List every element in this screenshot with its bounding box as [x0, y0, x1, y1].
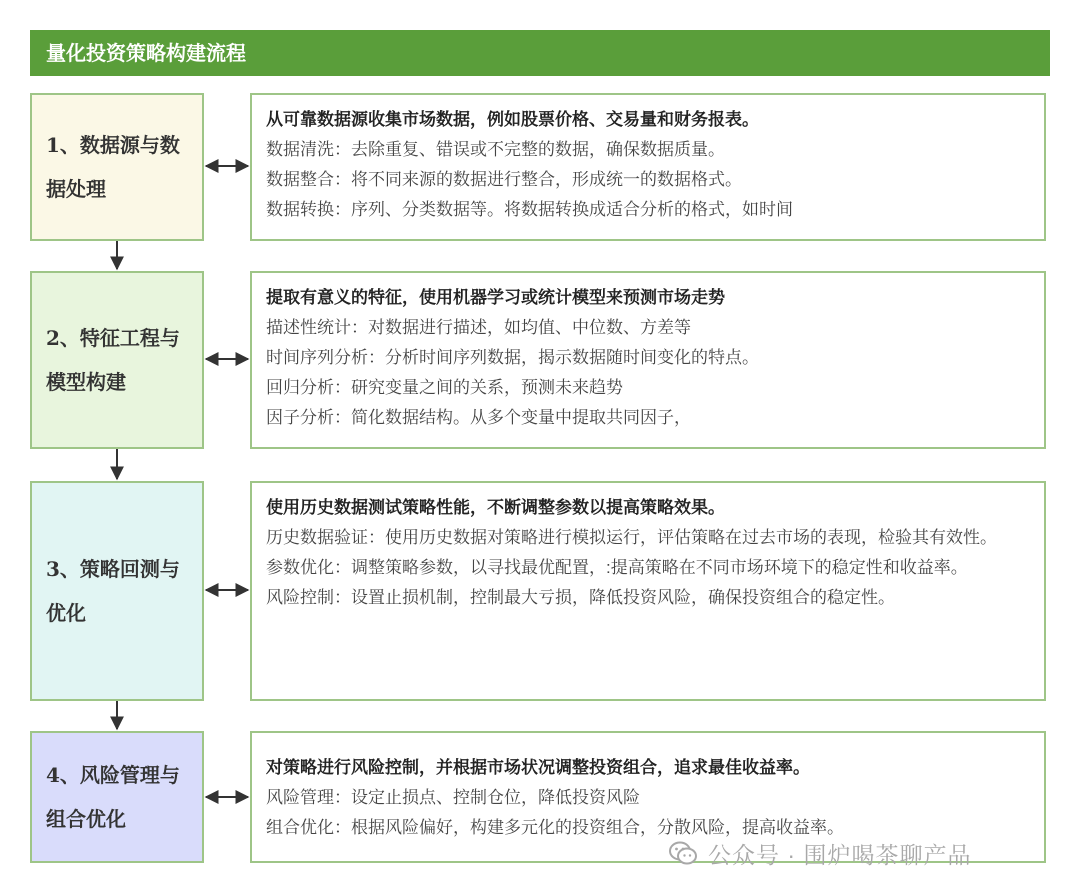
stage-3-line-2: 参数优化：调整策略参数，以寻找最优配置，:提高策略在不同市场环境下的稳定性和收益率。 — [266, 558, 968, 577]
stage-4-line-1: 风险管理：设定止损点、控制仓位，降低投资风险 — [266, 788, 640, 807]
diagram-title: 量化投资策略构建流程 — [30, 30, 1050, 76]
stage-2-box — [30, 271, 204, 449]
stage-2-lead: 提取有意义的特征，使用机器学习或统计模型来预测市场走势 — [266, 288, 725, 307]
stage-3-title: 3、策略回测与优化 — [46, 557, 180, 625]
stage-4-line-2: 组合优化：根据风险偏好，构建多元化的投资组合，分散风险，提高收益率。 — [266, 818, 844, 837]
stage-2-detail — [250, 271, 1046, 449]
stage-3-lead: 使用历史数据测试策略性能，不断调整参数以提高策略效果。 — [266, 498, 725, 517]
stage-3-line-1: 历史数据验证：使用历史数据对策略进行模拟运行，评估策略在过去市场的表现，检验其有效性。 — [266, 528, 997, 547]
stage-1-box — [30, 93, 204, 241]
stage-2-line-1: 描述性统计：对数据进行描述，如均值、中位数、方差等 — [266, 318, 691, 337]
stage-1-line-2: 数据整合：将不同来源的数据进行整合，形成统一的数据格式。 — [266, 170, 742, 189]
stage-2-line-3: 回归分析：研究变量之间的关系，预测未来趋势 — [266, 378, 623, 397]
stage-1-line-1: 数据清洗：去除重复、错误或不完整的数据，确保数据质量。 — [266, 140, 725, 159]
stage-2-line-2: 时间序列分析：分析时间序列数据，揭示数据随时间变化的特点。 — [266, 348, 759, 367]
wechat-icon — [668, 838, 698, 868]
stage-1-detail — [250, 93, 1046, 241]
stage-1-lead: 从可靠数据源收集市场数据，例如股票价格、交易量和财务报表。 — [266, 110, 759, 129]
watermark — [668, 836, 971, 870]
stage-4-title: 4、风险管理与组合优化 — [46, 763, 180, 831]
stage-4-lead: 对策略进行风险控制，并根据市场状况调整投资组合，追求最佳收益率。 — [266, 758, 810, 777]
stage-3-box — [30, 481, 204, 701]
stage-3-line-3: 风险控制：设置止损机制，控制最大亏损，降低投资风险，确保投资组合的稳定性。 — [266, 588, 895, 607]
stage-2-title: 2、特征工程与模型构建 — [46, 326, 180, 394]
stage-2-line-4: 因子分析：简化数据结构。从多个变量中提取共同因子， — [266, 408, 691, 427]
stage-4-box — [30, 731, 204, 863]
stage-1-title: 1、数据源与数据处理 — [46, 133, 180, 201]
watermark-text: 公众号 · 围炉喝茶聊产品 — [708, 841, 972, 868]
stage-3-detail — [250, 481, 1046, 701]
stage-1-line-3: 数据转换：序列、分类数据等。将数据转换成适合分析的格式，如时间 — [266, 200, 793, 219]
